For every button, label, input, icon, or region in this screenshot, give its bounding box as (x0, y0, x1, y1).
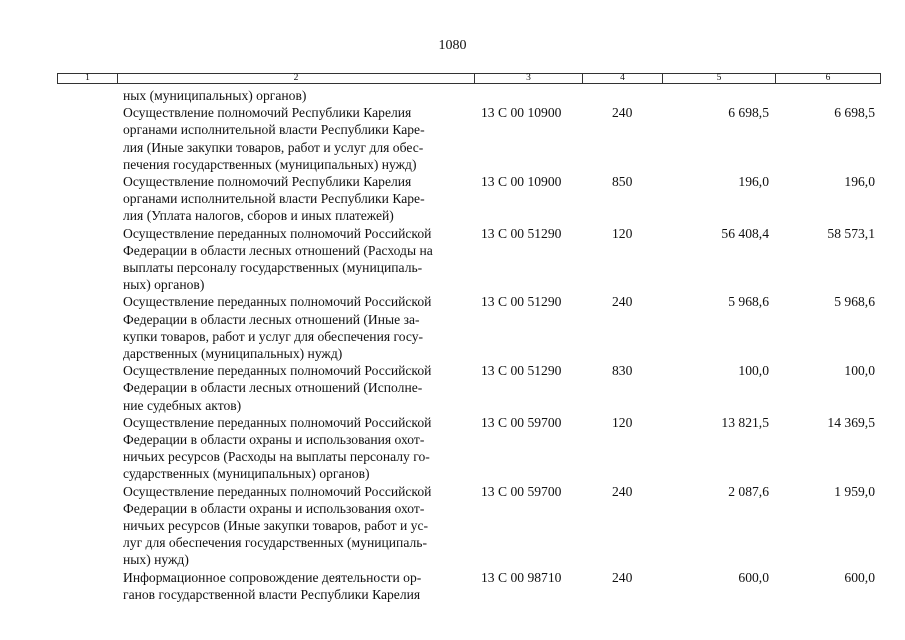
row-amount-col5: 56 408,4 (721, 225, 769, 241)
row-amount-col6: 1 959,0 (834, 483, 875, 499)
description-line: Осуществление полномочий Республики Карелия (123, 174, 412, 190)
description-line: Информационное сопровождение деятельности ор- (123, 569, 422, 585)
description-line: выплаты персоналу государственных (муниципаль- (123, 260, 423, 276)
description-line: луг для обеспечения государственных (муниципаль- (123, 535, 427, 551)
row-description (123, 483, 473, 569)
row-expense-type: 120 (612, 225, 633, 241)
row-code: 13 С 00 59700 (481, 414, 562, 430)
description-line: ных (муниципальных) органов) (123, 88, 307, 103)
row-expense-type: 240 (612, 483, 633, 499)
description-line: дарственных (муниципальных) нужд) (123, 346, 343, 362)
table-row (0, 483, 875, 569)
description-line: Осуществление переданных полномочий Российской (123, 363, 432, 379)
row-expense-type: 240 (612, 105, 633, 121)
description-line: Федерации в области лесных отношений (Иные за- (123, 311, 420, 327)
table-row (0, 104, 875, 173)
row-amount-col5: 2 087,6 (728, 483, 769, 499)
row-code: 13 С 00 51290 (481, 363, 562, 379)
row-code: 13 С 00 98710 (481, 569, 562, 585)
description-line: Федерации в области лесных отношений (Исполне- (123, 380, 423, 396)
row-amount-col5: 196,0 (738, 174, 769, 190)
row-description (123, 414, 473, 483)
row-description (123, 569, 473, 603)
description-line: ных) органов) (123, 277, 205, 293)
row-expense-type: 240 (612, 569, 633, 585)
row-description (123, 173, 473, 225)
row-description (123, 87, 473, 104)
row-amount-col5: 13 821,5 (721, 414, 769, 430)
row-amount-col5: 5 968,6 (728, 294, 769, 310)
table-row (0, 173, 875, 225)
row-code: 13 С 00 10900 (481, 105, 562, 121)
description-line: ганов государственной власти Республики Карелия (123, 586, 421, 602)
table-header (57, 73, 881, 84)
row-amount-col6: 14 369,5 (827, 414, 875, 430)
row-code: 13 С 00 59700 (481, 483, 562, 499)
page-number: 1080 (438, 38, 467, 53)
description-line: Осуществление полномочий Республики Карелия (123, 105, 412, 121)
table-row (0, 362, 875, 414)
description-line: органами исполнительной власти Республики Каре- (123, 191, 425, 207)
table-row (0, 293, 875, 362)
table-row (0, 569, 875, 603)
description-line: Осуществление переданных полномочий Российской (123, 225, 432, 241)
table-row (0, 225, 875, 294)
row-amount-col6: 600,0 (844, 569, 875, 585)
description-line: органами исполнительной власти Республики Каре- (123, 122, 425, 138)
table-row (0, 414, 875, 483)
description-line: Федерации в области охраны и использования охот- (123, 432, 425, 448)
description-line: ных) нужд) (123, 552, 189, 568)
description-line: лия (Иные закупки товаров, работ и услуг для обес- (123, 139, 424, 155)
description-line: ничьих ресурсов (Расходы на выплаты персоналу го- (123, 449, 430, 465)
description-line: Федерации в области охраны и использования охот- (123, 500, 425, 516)
description-line: сударственных (муниципальных) органов) (123, 466, 370, 482)
header-col-3: 3 (475, 74, 583, 83)
header-col-2: 2 (118, 74, 475, 83)
description-line: Осуществление переданных полномочий Российской (123, 294, 432, 310)
header-col-4: 4 (583, 74, 663, 83)
description-line: лия (Уплата налогов, сборов и иных платежей) (123, 208, 394, 224)
description-line: купки товаров, работ и услуг для обеспечения госу- (123, 328, 424, 344)
row-description (123, 293, 473, 362)
row-expense-type: 850 (612, 174, 633, 190)
description-line: Федерации в области лесных отношений (Расходы на (123, 242, 433, 258)
table-body (0, 87, 875, 603)
row-amount-col6: 6 698,5 (834, 105, 875, 121)
row-amount-col6: 100,0 (844, 363, 875, 379)
row-amount-col5: 100,0 (738, 363, 769, 379)
row-expense-type: 830 (612, 363, 633, 379)
row-description (123, 104, 473, 173)
header-col-1: 1 (58, 74, 118, 83)
row-amount-col6: 5 968,6 (834, 294, 875, 310)
table-row (0, 87, 350, 104)
description-line: Осуществление переданных полномочий Российской (123, 414, 432, 430)
row-description (123, 225, 473, 294)
description-line: Осуществление переданных полномочий Российской (123, 483, 432, 499)
description-line: печения государственных (муниципальных) нужд) (123, 156, 417, 172)
header-col-5: 5 (663, 74, 776, 83)
row-amount-col5: 6 698,5 (728, 105, 769, 121)
row-description (123, 362, 473, 414)
row-amount-col6: 196,0 (844, 174, 875, 190)
row-amount-col5: 600,0 (738, 569, 769, 585)
header-col-6: 6 (825, 73, 831, 83)
row-code: 13 С 00 10900 (481, 174, 562, 190)
description-line: ничьих ресурсов (Иные закупки товаров, работ и ус- (123, 518, 429, 534)
row-expense-type: 120 (612, 414, 633, 430)
description-line: ние судебных актов) (123, 397, 242, 413)
row-amount-col6: 58 573,1 (827, 225, 875, 241)
row-code: 13 С 00 51290 (481, 225, 562, 241)
row-code: 13 С 00 51290 (481, 294, 562, 310)
row-expense-type: 240 (612, 294, 633, 310)
